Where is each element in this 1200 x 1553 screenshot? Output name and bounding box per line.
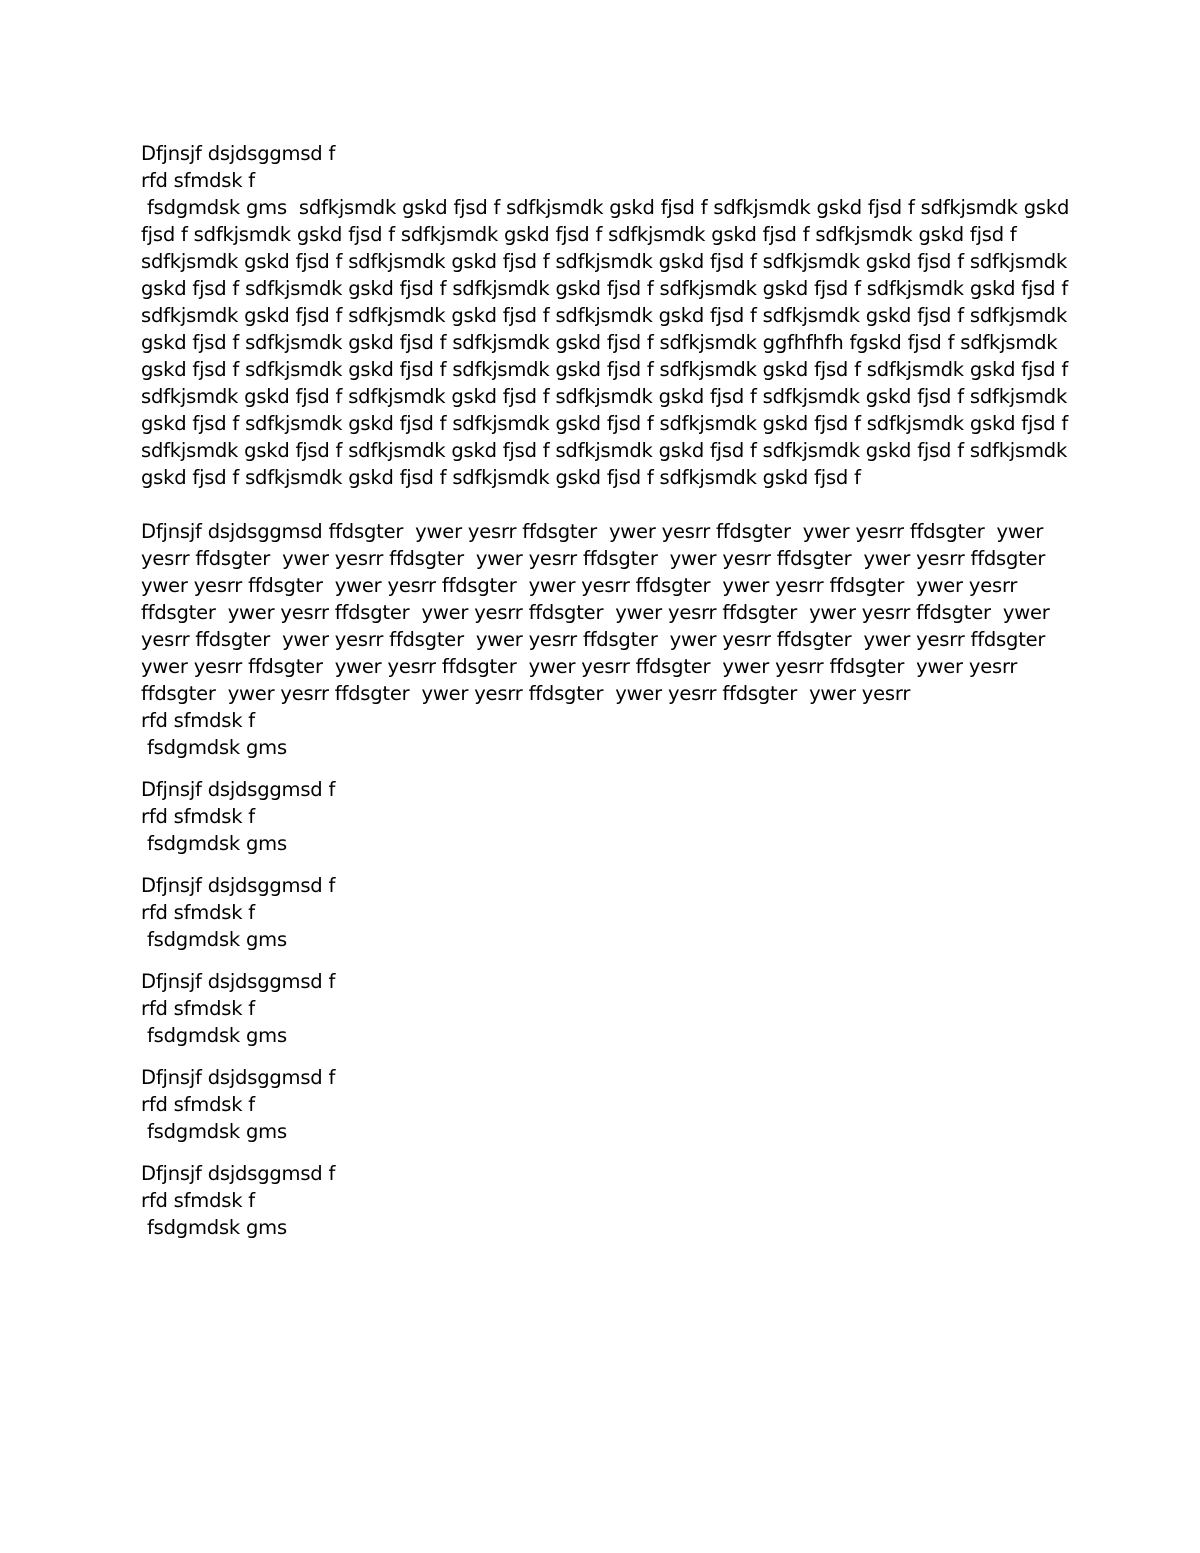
detail-line: fsdgmdsk gms — [141, 928, 287, 951]
subheading-line: rfd sfmdsk f — [141, 709, 255, 732]
paragraph-spacer — [141, 953, 1071, 968]
heading-line: Dfjnsjf dsjdsggmsd f — [141, 778, 336, 801]
text-block-1 — [141, 140, 1076, 491]
heading-line: Dfjnsjf dsjdsggmsd f — [141, 970, 336, 993]
subheading-line: rfd sfmdsk f — [141, 997, 255, 1020]
subheading-line: rfd sfmdsk f — [141, 169, 255, 192]
subheading-line: rfd sfmdsk f — [141, 1093, 255, 1116]
text-block-4 — [141, 872, 1071, 953]
subheading-line: rfd sfmdsk f — [141, 1189, 255, 1212]
text-block-5 — [141, 968, 1071, 1049]
paragraph-spacer — [141, 1049, 1071, 1064]
document-page — [141, 140, 1076, 1241]
heading-line: Dfjnsjf dsjdsggmsd f — [141, 874, 336, 897]
paragraph-spacer — [141, 1145, 1071, 1160]
detail-line: fsdgmdsk gms — [141, 736, 287, 759]
subheading-line: rfd sfmdsk f — [141, 901, 255, 924]
text-block-3 — [141, 776, 1071, 857]
heading-line: Dfjnsjf dsjdsggmsd f — [141, 1066, 336, 1089]
body-paragraph: Dfjnsjf dsjdsggmsd ffdsgter ywer yesrr ffdsgter ywer yesrr ffdsgter ywer yesrr ffdsgter ywer yesrr ffdsgter ywer yesrr ffdsgter ywer yesrr ffdsgter ywer yesrr ffdsgter ywer yesrr ffdsgter ywer yesrr ffdsgter ywer yesrr ffdsgter ywer yesrr ffdsgter ywer yesrr ffdsgter ywer yesrr ffdsgter ywer yesrr ffdsgter ywer yesrr ffdsgter ywer yesrr ffdsgter ywer yesrr ffdsgter ywer yesrr ffdsgter ywer yesrr ffdsgter ywer yesrr ffdsgter ywer yesrr ffdsgter ywer yesrr ffdsgter ywer yesrr ffdsgter ywer yesrr ffdsgter ywer yesrr ffdsgter ywer yesrr ffdsgter ywer yesrr ffdsgter ywer yesrr ffdsgter ywer yesrr ffdsgter ywer yesrr ffdsgter ywer yesrr — [141, 520, 1058, 705]
subheading-line: rfd sfmdsk f — [141, 805, 255, 828]
body-paragraph: fsdgmdsk gms sdfkjsmdk gskd fjsd f sdfkjsmdk gskd fjsd f sdfkjsmdk gskd fjsd f sdfkjsmdk gskd fjsd f sdfkjsmdk gskd fjsd f sdfkjsmdk gskd fjsd f sdfkjsmdk gskd fjsd f sdfkjsmdk gskd fjsd f sdfkjsmdk gskd fjsd f sdfkjsmdk gskd fjsd f sdfkjsmdk gskd fjsd f sdfkjsmdk gskd fjsd f sdfkjsmdk gskd fjsd f sdfkjsmdk gskd fjsd f sdfkjsmdk gskd fjsd f sdfkjsmdk gskd fjsd f sdfkjsmdk gskd fjsd f sdfkjsmdk gskd fjsd f sdfkjsmdk gskd fjsd f sdfkjsmdk gskd fjsd f sdfkjsmdk gskd fjsd f sdfkjsmdk gskd fjsd f sdfkjsmdk gskd fjsd f sdfkjsmdk gskd fjsd f sdfkjsmdk ggfhfhfh fgskd fjsd f sdfkjsmdk gskd fjsd f sdfkjsmdk gskd fjsd f sdfkjsmdk gskd fjsd f sdfkjsmdk gskd fjsd f sdfkjsmdk gskd fjsd f sdfkjsmdk gskd fjsd f sdfkjsmdk gskd fjsd f sdfkjsmdk gskd fjsd f sdfkjsmdk gskd fjsd f sdfkjsmdk gskd fjsd f sdfkjsmdk gskd fjsd f sdfkjsmdk gskd fjsd f sdfkjsmdk gskd fjsd f sdfkjsmdk gskd fjsd f sdfkjsmdk gskd fjsd f sdfkjsmdk gskd fjsd f sdfkjsmdk gskd fjsd f sdfkjsmdk gskd fjsd f sdfkjsmdk gskd fjsd f sdfkjsmdk gskd fjsd f sdfkjsmdk gskd fjsd f sdfkjsmdk gskd fjsd f — [141, 196, 1076, 489]
detail-line: fsdgmdsk gms — [141, 1120, 287, 1143]
paragraph-spacer — [141, 761, 1071, 776]
paragraph-spacer — [141, 491, 1071, 518]
text-block-7 — [141, 1160, 1071, 1241]
paragraph-spacer — [141, 857, 1071, 872]
heading-line: Dfjnsjf dsjdsggmsd f — [141, 1162, 336, 1185]
detail-line: fsdgmdsk gms — [141, 1024, 287, 1047]
detail-line: fsdgmdsk gms — [141, 1216, 287, 1239]
text-block-6 — [141, 1064, 1071, 1145]
detail-line: fsdgmdsk gms — [141, 832, 287, 855]
text-block-2 — [141, 518, 1071, 761]
heading-line: Dfjnsjf dsjdsggmsd f — [141, 142, 336, 165]
